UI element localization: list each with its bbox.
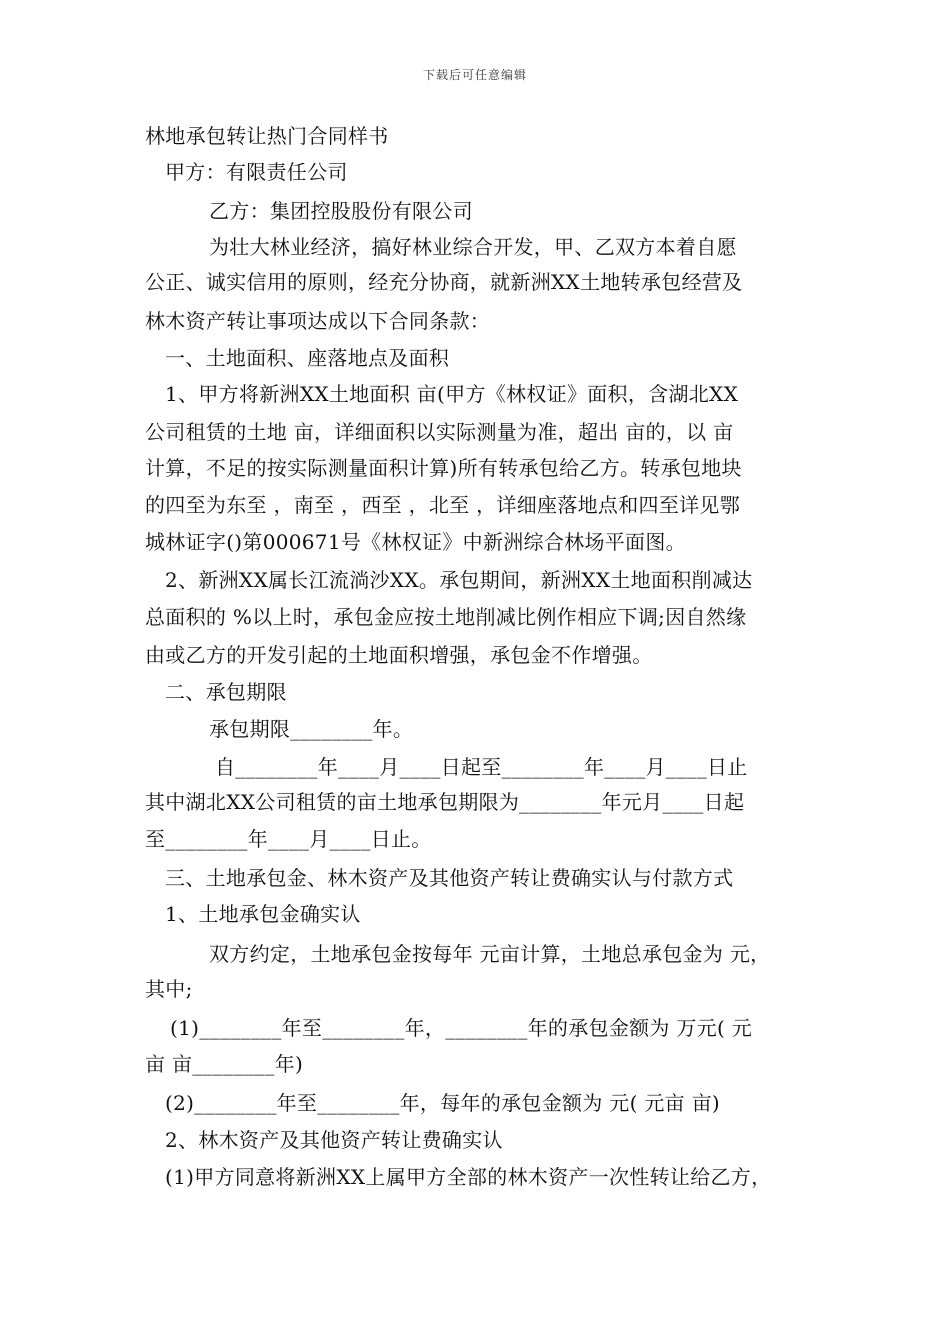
paragraph-line: 2、新洲XX属长江流淌沙XX。承包期间，新洲XX土地面积削减达 <box>165 568 753 592</box>
paragraph-line: 其中; <box>145 977 193 1001</box>
paragraph-line: 亩 亩________年) <box>145 1052 304 1076</box>
paragraph-line: 其中湖北XX公司租赁的亩土地承包期限为________年元月____日起 <box>145 790 745 814</box>
party-b: 乙方：集团控股股份有限公司 <box>209 199 473 223</box>
paragraph-line: 林木资产转让事项达成以下合同条款： <box>145 309 491 333</box>
paragraph-line: 公司租赁的土地 亩，详细面积以实际测量为准，超出 亩的，以 亩 <box>145 420 734 444</box>
paragraph-line: 至________年____月____日止。 <box>145 827 432 851</box>
paragraph-line: 公正、诚实信用的原则，经充分协商，就新洲XX土地转承包经营及 <box>145 270 743 294</box>
paragraph-line: 计算，不足的按实际测量面积计算)所有转承包给乙方。转承包地块 <box>145 456 742 480</box>
paragraph-line: 双方约定，土地承包金按每年 元亩计算，土地总承包金为 元， <box>209 942 771 966</box>
paragraph-line: 总面积的 %以上时，承包金应按土地削减比例作相应下调;因自然缘 <box>145 605 747 629</box>
paragraph-line: 的四至为东至 ，南至 ，西至 ，北至 ，详细座落地点和四至详见鄂 <box>145 493 741 517</box>
paragraph-line: 由或乙方的开发引起的土地面积增强，承包金不作增强。 <box>145 643 653 667</box>
section-heading: 一、土地面积、座落地点及面积 <box>165 346 450 370</box>
document-title: 林地承包转让热门合同样书 <box>145 124 389 148</box>
header-note: 下载后可任意编辑 <box>422 68 527 82</box>
section-heading: 二、承包期限 <box>165 680 287 704</box>
party-a: 甲方：有限责任公司 <box>165 160 348 184</box>
paragraph-line: 承包期限________年。 <box>209 717 414 741</box>
subsection-heading: 2、林木资产及其他资产转让费确实认 <box>165 1128 503 1152</box>
paragraph-line: 为壮大林业经济，搞好林业综合开发，甲、乙双方本着自愿 <box>209 235 737 259</box>
paragraph-line: (1)甲方同意将新洲XX上属甲方全部的林木资产一次性转让给乙方， <box>165 1165 772 1189</box>
section-heading: 三、土地承包金、林木资产及其他资产转让费确实认与付款方式 <box>165 866 734 890</box>
paragraph-line: 1、甲方将新洲XX土地面积 亩(甲方《林权证》面积，含湖北XX <box>165 382 739 406</box>
subsection-heading: 1、土地承包金确实认 <box>165 902 361 926</box>
paragraph-line: (1)________年至________年，________年的承包金额为 万元( 元 <box>170 1016 753 1040</box>
paragraph-line: 自________年____月____日起至________年____月____日止 <box>215 755 748 779</box>
paragraph-line: 城林证字()第000671号《林权证》中新洲综合林场平面图。 <box>145 530 686 554</box>
paragraph-line: (2)________年至________年，每年的承包金额为 元( 元亩 亩) <box>165 1091 721 1115</box>
